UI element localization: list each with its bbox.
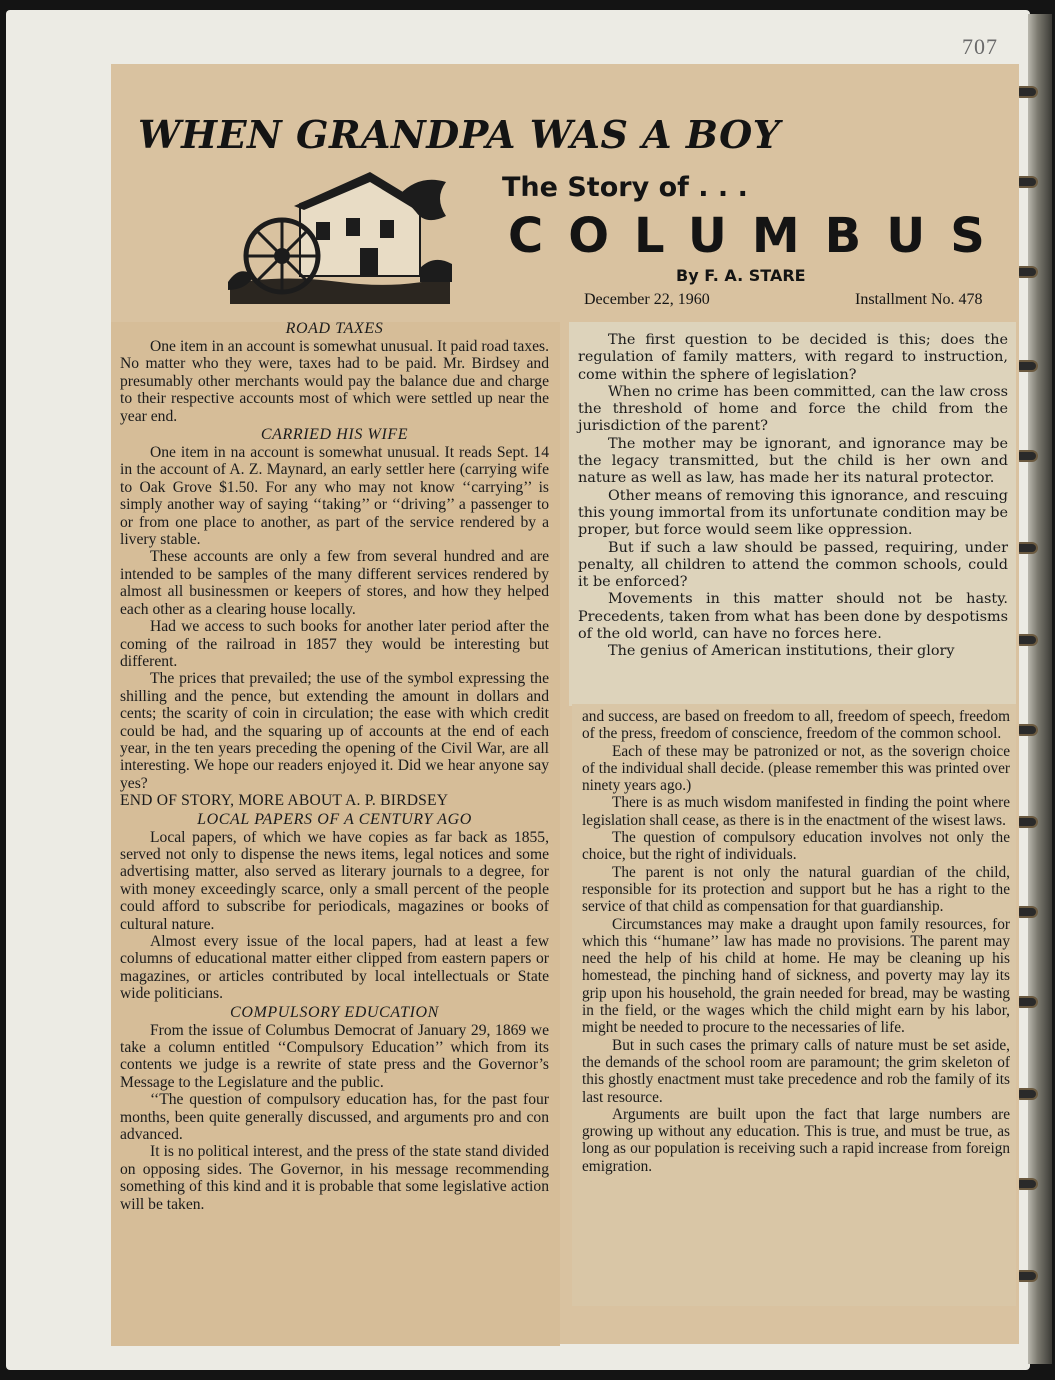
page-number: 707	[962, 34, 998, 59]
paragraph: These accounts are only a few from several hundred and are intended to be samples of the many different services rendered by almost all businessmen or keepers of stores, and how they helped each other as a clearing house locally.	[120, 548, 549, 618]
binder-ring	[1016, 1180, 1036, 1188]
binder-ring	[1016, 1272, 1036, 1280]
binder-ring	[1016, 452, 1036, 460]
paragraph: The question of compulsory education involves not only the choice, but the right of individuals.	[582, 829, 1010, 864]
binder-ring	[1016, 88, 1036, 96]
binder-ring	[1016, 636, 1036, 644]
heading-road-taxes: ROAD TAXES	[285, 320, 384, 337]
heading-compulsory-education: COMPULSORY EDUCATION	[230, 1003, 439, 1021]
paragraph: Almost every issue of the local papers, had at least a few columns of educational matter either clipped from eastern papers or magazines, or articles contributed by local intellectuals or State wide politicians.	[120, 933, 549, 1003]
heading-local-papers: LOCAL PAPERS OF A CENTURY AGO	[197, 810, 472, 828]
issue-date: December 22, 1960	[584, 291, 710, 308]
paragraph: Had we access to such books for another later period after the coming of the railroad in 1857 they would be interesting but different.	[120, 618, 549, 670]
paragraph: The parent is not only the natural guardian of the child, responsible for its protection and support but he has a right to the service of that child as compensation for that guardianship.	[582, 863, 1010, 916]
paragraph: Movements in this matter should not be hasty. Precedents, taken from what has been done by despotisms of the old world, can have no forces here.	[578, 591, 1008, 643]
paragraph: Arguments are built upon the fact that large numbers are growing up without any education. This is true, and must be true, as long as our population is receiving such a rapid increase from foreign emigration.	[582, 1105, 1010, 1175]
binder-ring	[1016, 544, 1036, 552]
binder-ring	[1016, 268, 1036, 276]
binder-ring	[1016, 362, 1036, 370]
paragraph: and success, are based on freedom to all, freedom of speech, freedom of the press, freedom of conscience, freedom of the common school.	[582, 708, 1010, 743]
paragraph: The first question to be decided is this; does the regulation of family matters, with regard to instruction, come within the sphere of legislation?	[578, 332, 1008, 383]
paragraph: The prices that prevailed; the use of the symbol expressing the shilling and the pence, but extending the amount in dollars and cents; the scarity of coin in circulation; the ease with which credit could be had, and the squaring up of accounts at the end of each year, in the ten years preceding the opening of the Civil War, are all interesting. We hope our readers enjoyed it. Did we hear anyone say yes?	[120, 670, 549, 792]
paragraph: ‘‘The question of compulsory education has, for the past four months, been quite generally discussed, and arguments pro and con advanced.	[120, 1091, 549, 1144]
binder-ring	[1016, 998, 1036, 1006]
binder-ring	[1016, 818, 1036, 826]
binder-ring	[1016, 178, 1036, 186]
installment-number: Installment No. 478	[855, 291, 983, 308]
binder-ring	[1016, 726, 1036, 734]
title-columbus: COLUMBUS	[508, 208, 1010, 264]
headline: WHEN GRANDPA WAS A BOY	[138, 112, 781, 157]
left-column	[120, 319, 549, 1213]
binder-edge	[1028, 14, 1052, 1364]
paragraph: Local papers, of which we have copies as far back as 1855, served not only to dispense the news items, legal notices and some advertising matter, also served as literary journals to a degree, for with money exceedingly scarce, only a small percent of the people could afford to subscribe for periodicals, magazines or books of cultural nature.	[120, 828, 549, 933]
paragraph: But in such cases the primary calls of nature must be set aside, the demands of the school room are paramount; the grim skeleton of this ghostly enactment must take precedence and rob the family of its last resource.	[582, 1036, 1010, 1106]
paragraph: Circumstances may make a draught upon family resources, for which this ‘‘humane’’ law has made no provisions. The parent may need the help of his child at home. He may be cleaning up his homestead, the pinching hand of sickness, and poverty may lay its grip upon his household, the grain needed for bread, may be wasting in the field, or the wages which the child might earn by his labor, might be needed to procure to the necessaries of life.	[582, 915, 1010, 1037]
paragraph: It is no political interest, and the press of the state stand divided on opposing sides. The Governor, in his message recommending something of this kind and it is probable that some legislative action will be taken.	[120, 1143, 549, 1213]
mill-illustration	[220, 164, 456, 304]
heading-carried-his-wife: CARRIED HIS WIFE	[260, 426, 409, 444]
paragraph: The genius of American institutions, their glory	[608, 643, 955, 660]
paragraph: When no crime has been committed, can the law cross the threshold of home and force the child from the jurisdiction of the parent?	[578, 383, 1008, 435]
paragraph: One item in na account is somewhat unusual. It reads Sept. 14 in the account of A. Z. Maynard, an early settler here (carrying wife to Oak Grove $1.50. For any who may not know ‘‘carrying’’ is simply another way of saying ‘‘taking’’ or ‘‘driving’’ a passenger to or from one place to another, as part of the service rendered by a livery stable.	[120, 444, 549, 549]
end-of-story-line: END OF STORY, MORE ABOUT A. P. BIRDSEY	[120, 792, 449, 810]
right-column-bottom	[582, 708, 1010, 1175]
story-of-label: The Story of . . .	[502, 172, 748, 203]
paragraph: Each of these may be patronized or not, as the soverign choice of the individual shall decide. (please remember this was printed over ninety years ago.)	[582, 742, 1010, 795]
binder-ring	[1016, 1090, 1036, 1098]
paragraph: There is as much wisdom manifested in finding the point where legislation shall cease, as there is in the enactment of the wisest laws.	[582, 794, 1010, 829]
byline: By F. A. STARE	[676, 266, 806, 285]
paragraph: Other means of removing this ignorance, and rescuing this young immortal from its unfortunate condition may be proper, but force would seem like oppression.	[578, 487, 1008, 539]
right-column-top	[578, 332, 1008, 661]
paragraph: But if such a law should be passed, requiring, under penalty, all children to attend the common schools, could it be enforced?	[578, 539, 1008, 591]
paragraph: The mother may be ignorant, and ignorance may be the legacy transmitted, but the child is her own and nature as well as law, has made her its natural protector.	[578, 435, 1008, 487]
paragraph: One item in an account is somewhat unusual. It paid road taxes. No matter who they were, taxes had to be paid. Mr. Birdsey and presumably other merchants would pay the balance due and charge to their respective accounts most of which were settled up near the year end.	[120, 338, 549, 425]
paragraph: From the issue of Columbus Democrat of January 29, 1869 we take a column entitled ‘‘Compulsory Education’’ which from its contents we judge is a rewrite of state press and the Governor’s Message to the Legislature and the public.	[120, 1021, 549, 1091]
binder-ring	[1016, 908, 1036, 916]
